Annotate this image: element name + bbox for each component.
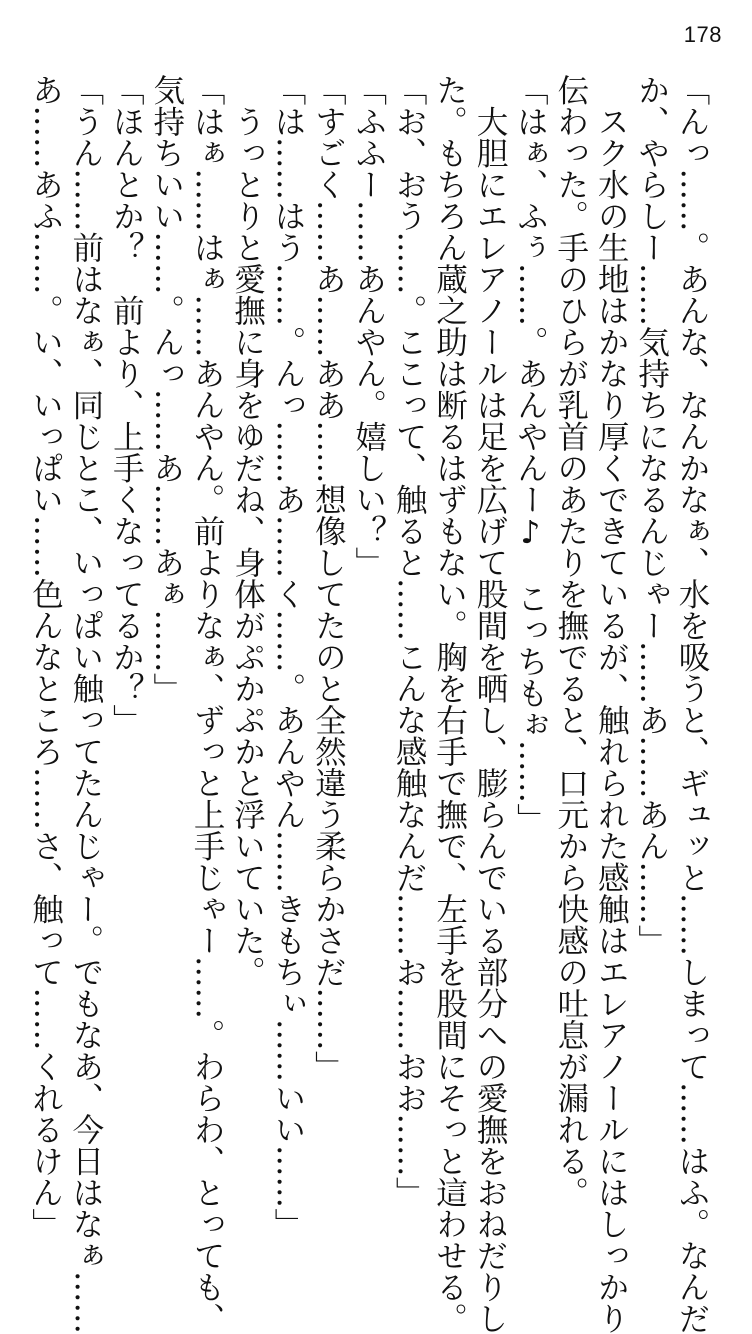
text-line: 「ふふー……あんやん。嬉しい？」 xyxy=(350,74,387,578)
text-line: 「んっ……。あんな、なんかなぁ、水を吸うと、ギュッと……しまって……はふ。なんだ xyxy=(674,74,710,1334)
text-line: 「すごく……あ……ああ……想像してたのと全然違う柔らかさだ……」 xyxy=(310,74,347,1082)
text-line: 「お、おう……。ここって、触ると……こんな感触なんだ……お……おお……」 xyxy=(391,74,428,1208)
text-line: うっとりと愛撫に身をゆだね、身体がぷかぷかと浮いていた。 xyxy=(229,74,266,988)
text-line: あ……あふ……。い、いっぱい……色んなところ……さ、触って……くれるけん」 xyxy=(27,74,64,1240)
text-line: 大胆にエレアノールは足を広げて股間を晒し、膨らんでいる部分への愛撫をおねだりし xyxy=(471,74,508,1334)
text-line: 「はぁ、ふぅ……。あんやんー♪ こっちもぉ……」 xyxy=(512,74,549,835)
text-line: 伝わった。手のひらが乳首のあたりを撫でると、口元から快感の吐息が漏れる。 xyxy=(552,74,589,1208)
text-line: た。もちろん蔵之助は断るはずもない。胸を右手で撫で、左手を股間にそっと這わせる。 xyxy=(431,74,468,1334)
text-line: 「は……はう……。んっ……あ……く……。あんやん……きもちぃ……いい……」 xyxy=(269,74,306,1240)
text-line: か、やらしー……気持ちになるんじゃー……あ……あん……」 xyxy=(633,74,670,956)
novel-text-body xyxy=(25,74,712,1334)
text-line: 「はぁ……はぁ……あんやん。前よりなぁ、ずっと上手じゃー……。わらわ、とっても、 xyxy=(189,74,226,1334)
text-line: 「ほんとか？ 前より、上手くなってるか？」 xyxy=(108,74,145,736)
text-line: 気持ちいい……。んっ……あ……あぁ……」 xyxy=(148,74,185,704)
page-number: 178 xyxy=(683,22,722,47)
text-line: 「うん……前はなぁ、同じとこ、いっぱい触ってたんじゃー。でもなあ、今日はなぁ…… xyxy=(67,74,104,1334)
text-line: スク水の生地はかなり厚くできているが、触れられた感触はエレアノールにはしっかり xyxy=(593,74,630,1334)
